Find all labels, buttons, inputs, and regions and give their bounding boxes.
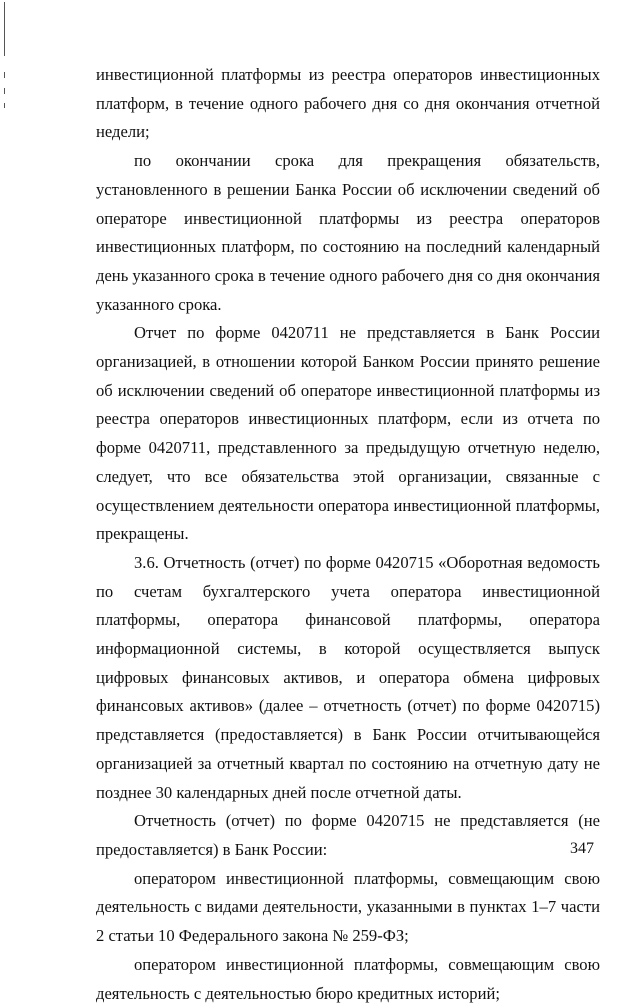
margin-scan-mark xyxy=(4,2,5,56)
paragraph-operator-combined-activities: оператором инвестиционной платформы, совмещающим свою деятельность с видами деятельности, указанными в пунктах 1–7 части 2 статьи 10 Федерального закона № 259-ФЗ; xyxy=(96,868,600,946)
paragraph-form-0420711-exemption: Отчет по форме 0420711 не представляется в Банк России организацией, в отношении которой Банком России принято решение об исключении сведений об операторе инвестиционной платформы из реестра операторов инвестиционных платформ, если из отчета по форме 0420711, представленного за предыдущую отчетную неделю, следует, что все обязательства этой организации, связанные с осуществлением деятельности оператора инвестиционной платформы, прекращены. xyxy=(96,323,600,544)
margin-scan-mark xyxy=(4,72,5,78)
paragraph-continuation: инвестиционной платформы из реестра операторов инвестиционных платформ, в течение одного рабочего дня со дня окончания отчетной недели; xyxy=(96,65,600,142)
paragraph-term-expiry: по окончании срока для прекращения обязательств, установленного в решении Банка России об исключении сведений об операторе инвестиционной платформы из реестра операторов инвестиционных платформ, по состоянию на последний календарный день указанного срока в течение одного рабочего дня со дня окончания указанного срока. xyxy=(96,151,600,314)
paragraph-form-0420715-not-submitted: Отчетность (отчет) по форме 0420715 не представляется (не предоставляется) в Банк России: xyxy=(96,811,600,859)
margin-scan-mark xyxy=(4,88,5,94)
margin-scan-mark xyxy=(4,103,5,108)
page-number: 347 xyxy=(570,840,594,857)
document-body xyxy=(96,61,600,1008)
paragraph-section-3-6: 3.6. Отчетность (отчет) по форме 0420715 «Оборотная ведомость по счетам бухгалтерского учета оператора инвестиционной платформы, оператора финансовой платформы, оператора информационной системы, в которой осуществляется выпуск цифровых финансовых активов, и оператора обмена цифровых финансовых активов» (далее – отчетность (отчет) по форме 0420715) представляется (предоставляется) в Банк России отчитывающейся организацией за отчетный квартал по состоянию на отчетную дату не позднее 30 календарных дней после отчетной даты. xyxy=(96,552,600,802)
paragraph-operator-credit-bureau: оператором инвестиционной платформы, совмещающим свою деятельность с деятельностью бюро кредитных историй; xyxy=(96,954,600,1003)
